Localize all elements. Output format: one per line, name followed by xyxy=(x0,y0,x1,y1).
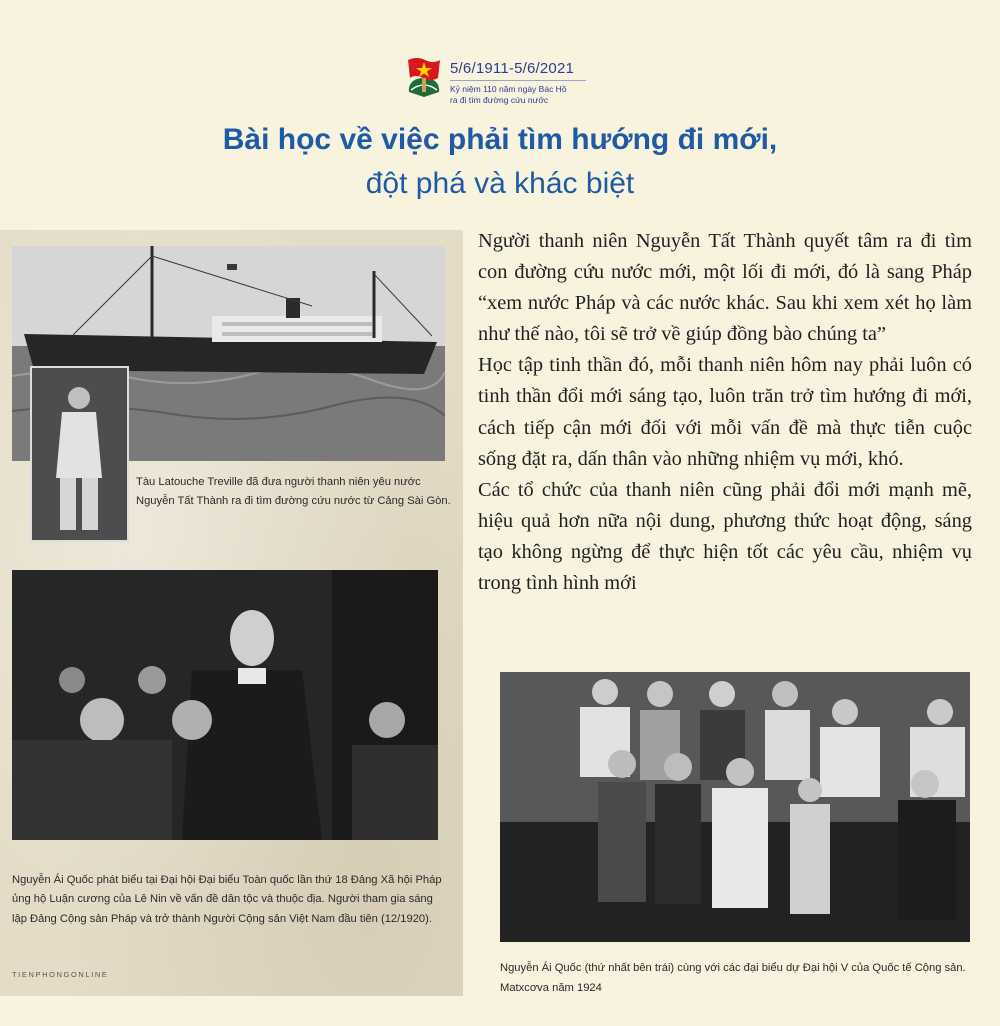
body-paragraph-1: Người thanh niên Nguyễn Tất Thành quyết tâm ra đi tìm con đường cứu nước mới, một lối đi mới, đó là sang Pháp “xem nước Pháp và các nước khác. Sau khi xem xét họ làm như thế nào, tôi sẽ trở về giúp đồng bào chúng ta” xyxy=(478,230,972,346)
portrait-photo xyxy=(30,366,129,542)
page-title-line2: đột phá và khác biệt xyxy=(365,167,635,200)
congress-scene xyxy=(12,570,438,840)
ship-photo-caption: Tàu Latouche Treville đã đưa người thanh niên yêu nước Nguyễn Tất Thành ra đi tìm đường cứu nước từ Cảng Sài Gòn. xyxy=(136,476,451,507)
group-scene xyxy=(500,672,970,942)
anniversary-subtitle-line1: Kỷ niệm 110 năm ngày Bác Hồ xyxy=(450,84,567,94)
body-paragraph-3: Các tổ chức của thanh niên cũng phải đổi mới mạnh mẽ, hiệu quả hơn nữa nội dung, phương thức hoạt động, sáng tạo không ngừng để thực hiện tốt các yêu cầu, nhiệm vụ trong tình hình mới xyxy=(478,478,972,595)
comintern-group-photo xyxy=(500,672,970,942)
anniversary-dates: 5/6/1911-5/6/2021 xyxy=(450,60,575,77)
anniversary-subtitle-line2: ra đi tìm đường cứu nước xyxy=(450,95,549,105)
page-title-line1: Bài học về việc phải tìm hướng đi mới, xyxy=(222,123,778,156)
group-photo-caption: Nguyễn Ái Quốc (thứ nhất bên trái) cùng với các đại biểu dự Đại hội V của Quốc tế Cộng sản. Matxcơva năm 1924 xyxy=(500,962,966,994)
source-credit: TIENPHONGONLINE xyxy=(12,970,109,979)
body-paragraph-2: Học tập tinh thần đó, mỗi thanh niên hôm nay phải luôn có tinh thần đổi mới sáng tạo, luôn trăn trở tìm hướng đi mới, cách tiếp cận mới đối với mỗi vấn đề mà thực tiễn cuộc sống đặt ra, dấn thân vào những nhiệm vụ mới, khó. xyxy=(478,354,972,470)
youth-union-emblem-icon xyxy=(405,56,443,98)
congress-speech-photo xyxy=(12,570,438,840)
article-body xyxy=(478,226,972,599)
congress-photo-caption: Nguyễn Ái Quốc phát biểu tại Đại hội Đại biểu Toàn quốc lần thứ 18 Đảng Xã hội Pháp ủng hộ Luận cương của Lê Nin về vấn đề dân tộc và thuộc địa. Người tham gia sáng lập Đảng Cộng sản Pháp và trở thành Người Cộng sản Việt Nam đầu tiên (12/1920). xyxy=(12,874,442,925)
header-divider xyxy=(450,80,586,81)
portrait-figure xyxy=(32,368,127,540)
